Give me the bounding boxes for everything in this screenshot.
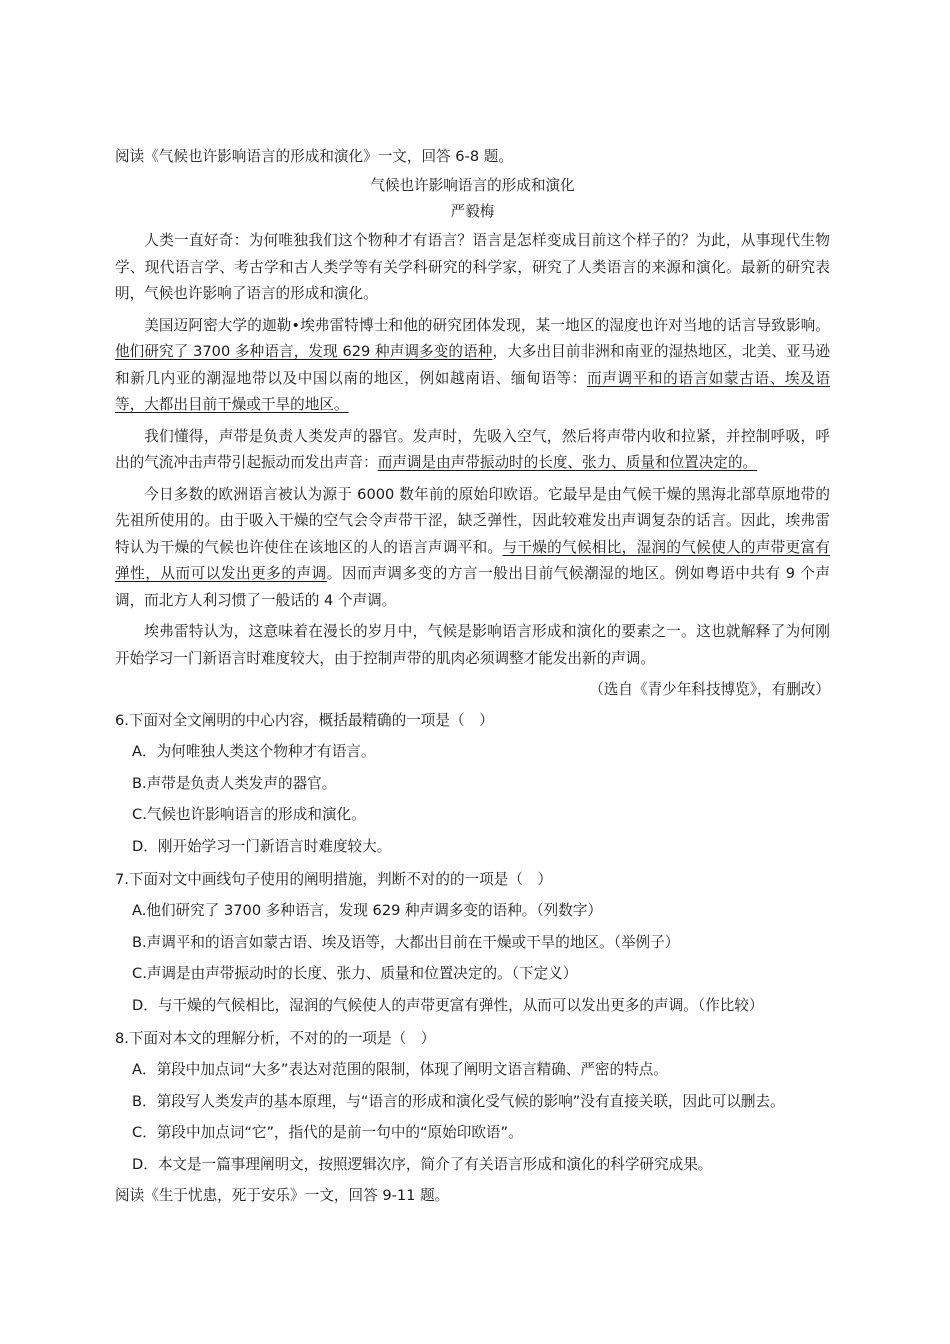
article-paragraph-1: 人类一直好奇：为何唯独我们这个物种才有语言？语言是怎样变成目前这个样子的？为此，从事现代生物学、现代语言学、考古学和古人类学等有关学科研究的科学家，研究了人类语言的来源和演化。最新的研究表明，气候也许影响了语言的形成和演化。: [115, 232, 830, 302]
document-page: [115, 140, 830, 1212]
question-7: [115, 864, 830, 1021]
question-8: [115, 1023, 830, 1180]
option-c: C.气候也许影响语言的形成和演化。: [132, 806, 366, 824]
option-d: D．本文是一篇事理阐明文，按照逻辑次序，简介了有关语言形成和演化的科学研究成果。: [132, 1155, 713, 1173]
article-source: （选自《青少年科技博览》，有删改）: [589, 681, 830, 698]
option-d: D．与干燥的气候相比，湿润的气候使人的声带更富有弹性，从而可以发出更多的声调。（作比较）: [132, 996, 764, 1014]
underlined-sentence: 而声调平和的语言如蒙古语、埃及语等，大都出目前干燥或干旱的地区。: [115, 369, 830, 413]
question-stem: 7.下面对文中画线句子使用的阐明措施，判断不对的的一项是（ ）: [115, 871, 553, 889]
option-a: A．第段中加点词“大多”表达对范围的限制，体现了阐明文语言精确、严密的特点。: [132, 1061, 668, 1079]
article-paragraph-5: 埃弗雷特认为，这意味着在漫长的岁月中，气候是影响语言形成和演化的要素之一。这也就解释了为何刚开始学习一门新语言时难度较大，由于控制声带的肌肉必须调整才能发出新的声调。: [115, 623, 830, 667]
reading-instruction: 阅读《气候也许影响语言的形成和演化》一文，回答 6-8 题。: [115, 148, 513, 165]
next-reading-instruction: 阅读《生于忧患，死于安乐》一文，回答 9-11 题。: [115, 1187, 450, 1205]
question-stem: 8.下面对本文的理解分析，不对的的一项是（ ）: [115, 1030, 436, 1048]
option-b: B.声带是负责人类发声的器官。: [132, 774, 337, 792]
paragraph-text: 今日多数的欧洲语言被认为源于 6000 数年前的原始印欧语。它最早是由气候干燥的黑海北部草原地带的先祖所使用的。由于吸入干燥的空气会令声带干涩，缺乏弹性，因此较难发出声调复杂的话言。因此，埃弗雷特认为干燥的气候也许使住在该地区的人的语言声调平和。: [115, 485, 830, 556]
paragraph-text: 。因而声调多变的方言一般出目前气候潮湿的地区。例如粤语中共有 9 个声调，而北方人利习惯了一般话的 4 个声调。: [115, 565, 830, 609]
option-d: D．刚开始学习一门新语言时难度较大。: [132, 837, 392, 855]
option-a: A．为何唯独人类这个物种才有语言。: [132, 743, 376, 761]
option-b: B．第段写人类发声的基本原理，与“语言的形成和演化受气候的影响”没有直接关联，因此可以删去。: [132, 1092, 785, 1110]
article-title: 气候也许影响语言的形成和演化: [370, 177, 575, 194]
underlined-sentence: 而声调是由声带振动时的长度、张力、质量和位置决定的。: [377, 454, 758, 471]
question-6: [115, 705, 830, 862]
paragraph-text: 我们懂得，声带是负责人类发声的器官。发声时，先吸入空气，然后将声带内收和拉紧，并控制呼吸，呼出的气流冲击声带引起振动而发出声音：: [115, 427, 830, 471]
option-c: C．第段中加点词“它”，指代的是前一句中的“原始印欧语”。: [132, 1124, 523, 1142]
option-a: A.他们研究了 3700 多种语言，发现 629 种声调多变的语种。（列数字）: [132, 902, 603, 920]
option-c: C.声调是由声带振动时的长度、张力、质量和位置决定的。（下定义）: [132, 965, 578, 983]
paragraph-text: ，大多出目前非洲和南亚的湿热地区，北美、亚马逊和新几内亚的潮湿地带以及中国以南的地区，例如越南语、缅甸语等：: [115, 343, 830, 387]
article-paragraph-4: [115, 482, 830, 615]
underlined-sentence: 他们研究了 3700 多种语言，发现 629 种声调多变的语种: [115, 343, 493, 360]
underlined-sentence: 与干燥的气候相比，湿润的气候使人的声带更富有弹性，从而可以发出更多的声调: [115, 538, 830, 582]
paragraph-text: 美国迈阿密大学的迦勒•埃弗雷特博士和他的研究团体发现，某一地区的湿度也许对当地的话言导致影响。: [144, 316, 830, 334]
question-stem: 6.下面对全文阐明的中心内容，概括最精确的一项是（ ）: [115, 712, 494, 729]
option-b: B.声调平和的语言如蒙古语、埃及语等，大都出目前在干燥或干旱的地区。（举例子）: [132, 933, 680, 951]
article-author: 严毅梅: [450, 203, 495, 220]
article-paragraph-3: [115, 424, 830, 477]
article-paragraph-2: [115, 313, 830, 419]
